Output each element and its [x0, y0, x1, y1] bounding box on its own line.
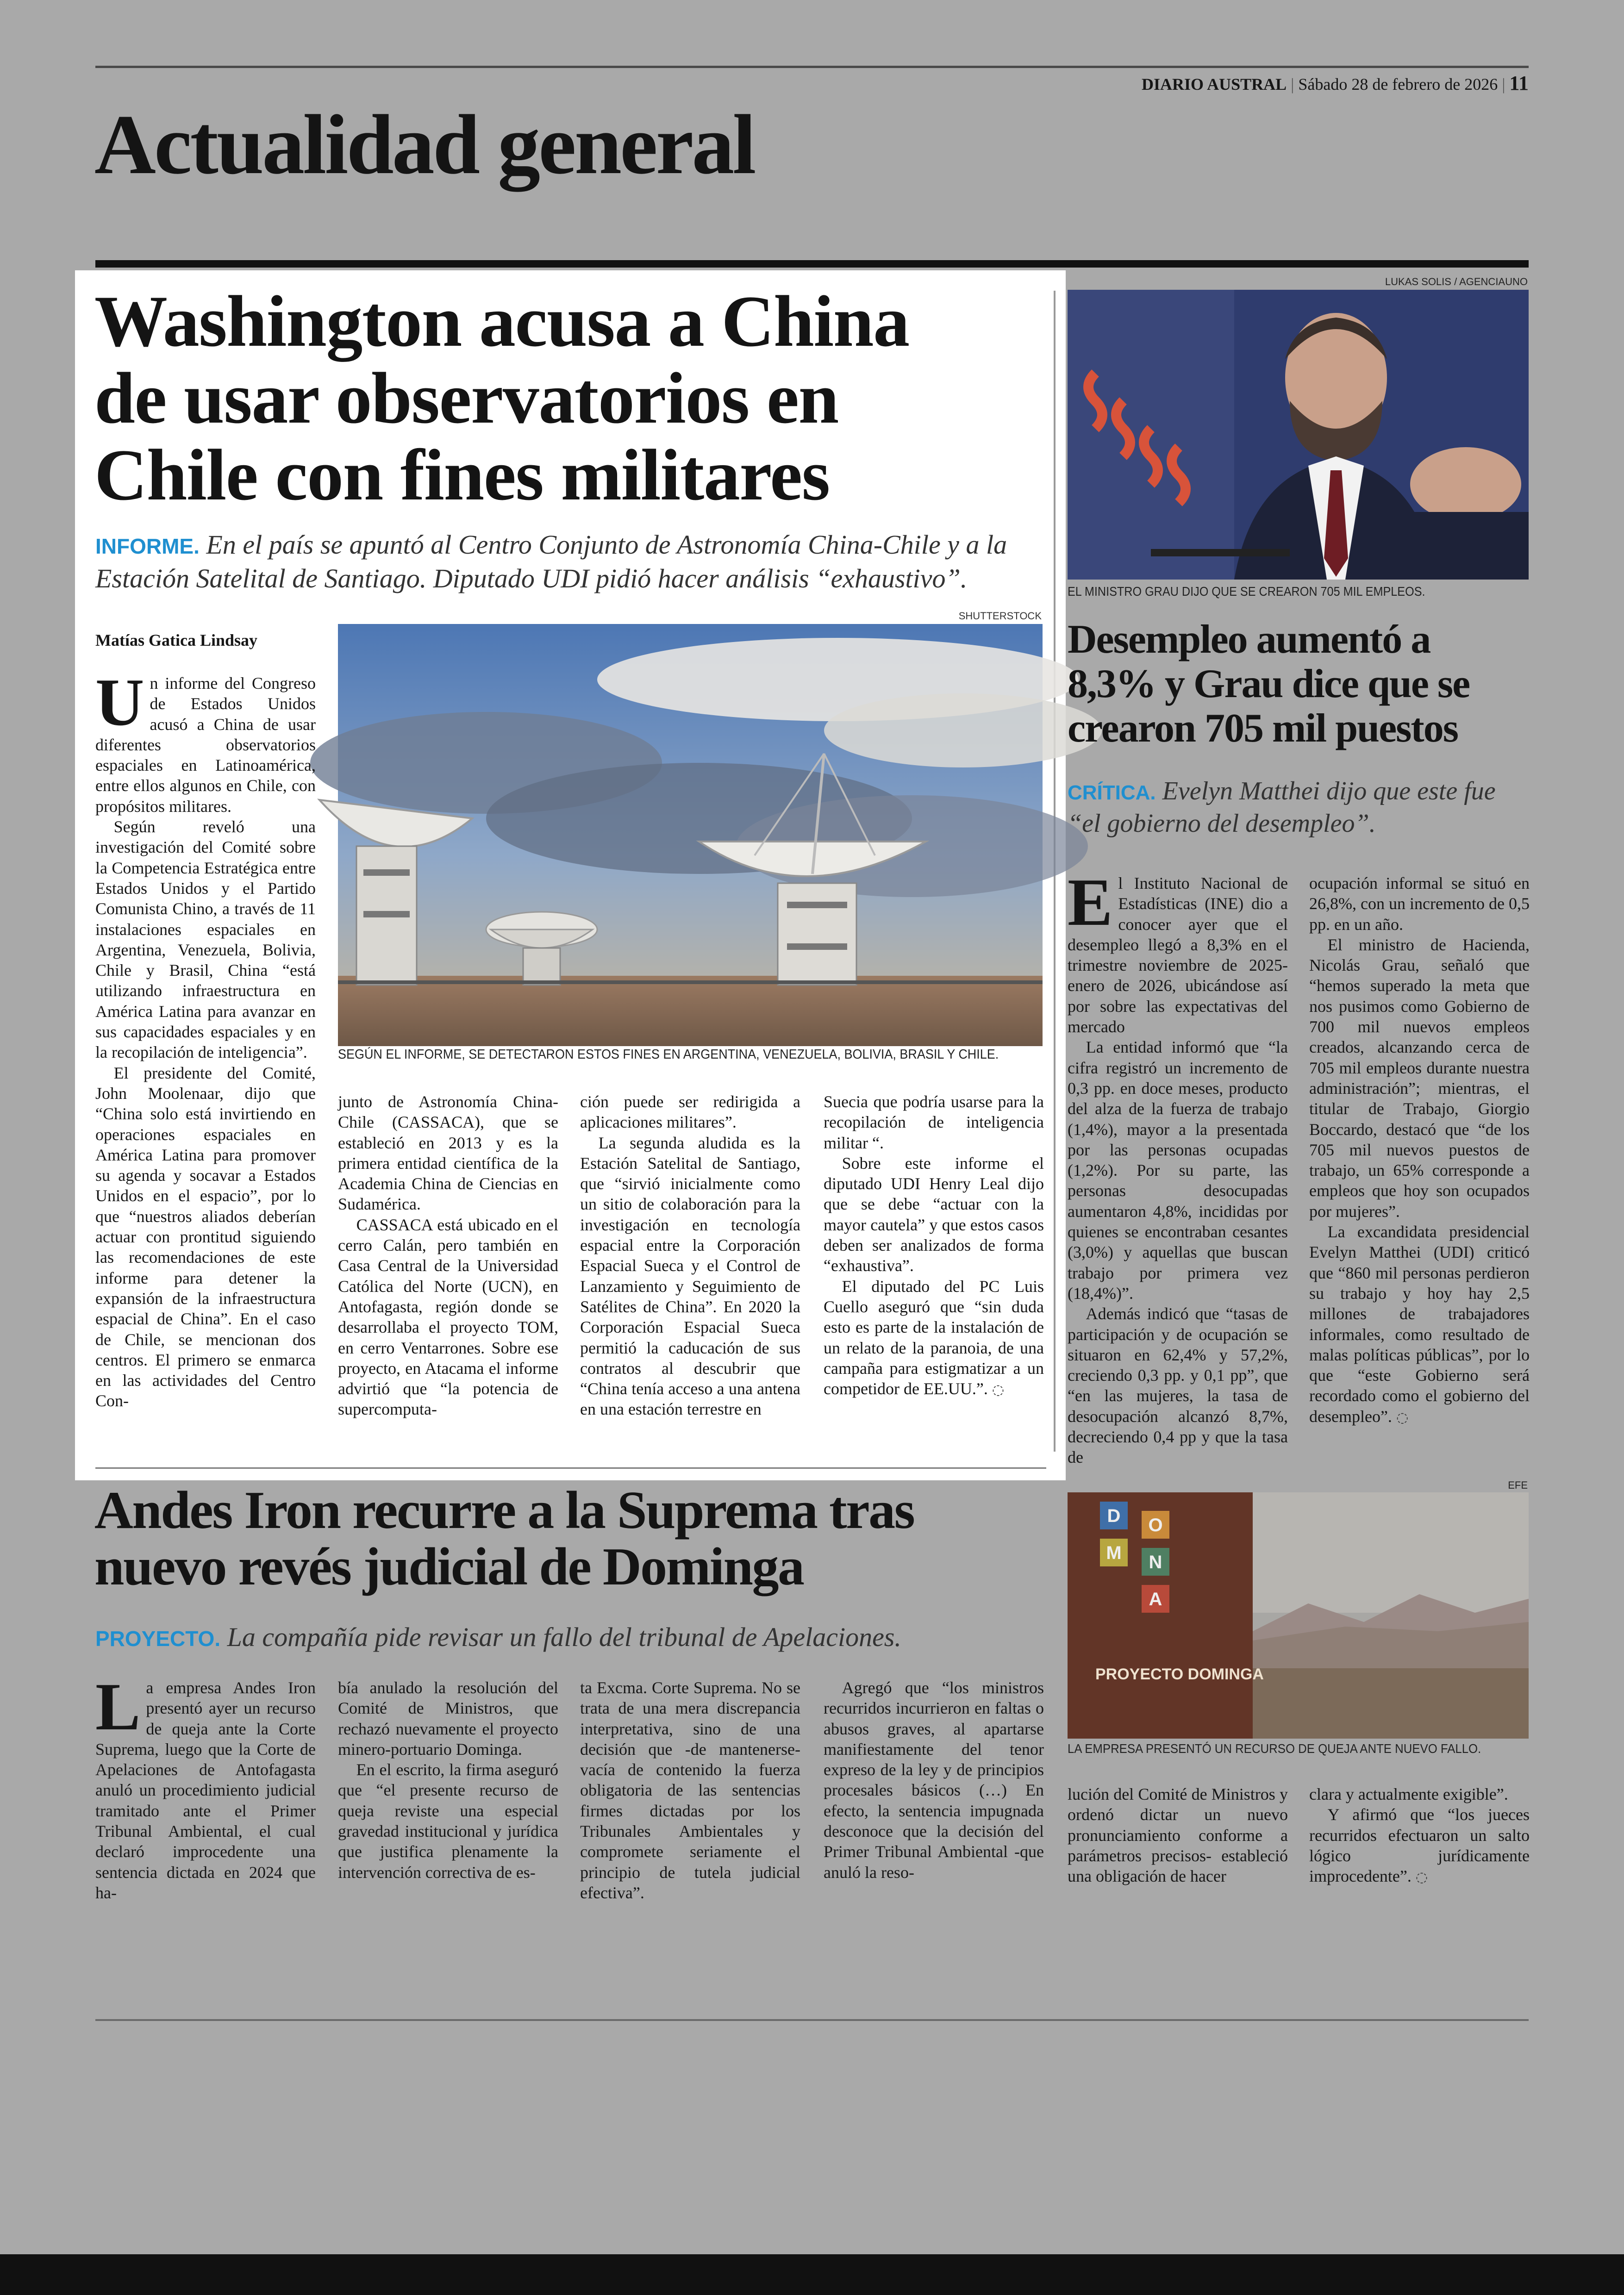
- side-dropcap: E: [1068, 865, 1113, 940]
- lead-paragraph: CASSACA está ubicado en el cerro Calán, pero también en Casa Central de la Universidad Católica del Norte (UCN), en Antofagasta, región donde se desarrollaba el proyecto TOM, en cerro Ventarrones. Sobre ese proyecto, en Atacama el informe advirtió que “la potencia de supercomputa-: [338, 1215, 558, 1419]
- bottom-paragraph: clara y actualmente exigible”.: [1309, 1785, 1508, 1803]
- bottom-paragraph: lución del Comité de Ministros y ordenó dictar un nuevo pronunciamiento conforme a parámetros precisos- estableció una obligación de hacer: [1068, 1785, 1288, 1886]
- dominga-illustration: [1068, 1492, 1529, 1739]
- lead-paragraph: ción puede ser redirigida a aplicaciones militares”.: [580, 1092, 800, 1132]
- lead-headline: [94, 283, 1048, 514]
- bottom-photo-caption: LA EMPRESA PRESENTÓ UN RECURSO DE QUEJA ANTE NUEVO FALLO.: [1068, 1741, 1481, 1756]
- bottom-headline-line: nuevo revés judicial de Dominga: [94, 1537, 804, 1597]
- end-mark-icon: ◌: [1415, 1869, 1428, 1886]
- byline: Matías Gatica Lindsay: [95, 631, 258, 649]
- lead-paragraph: Suecia que podría usarse para la recopilación de inteligencia militar “.: [824, 1092, 1044, 1152]
- bottom-photo-credit: EFE: [1508, 1479, 1528, 1491]
- bottom-paragraph: Y afirmó que “los jueces recurridos efectuaron un salto lógico jurídicamente improcedente”. ◌: [1309, 1805, 1530, 1886]
- bottom-photo-dominga: [1068, 1492, 1529, 1739]
- side-paragraph: Además indicó que “tasas de participación y de ocupación se situaron en 62,4% y 57,2%, creciendo 0,3 pp. y 0,1 pp”, que “en las mujeres, la tasa de desocupación alcanzó 8,7%, decreciendo 0,4 pp y que la tasa de: [1068, 1304, 1288, 1467]
- svg-text:D: D: [1107, 1506, 1121, 1526]
- bottom-photo-caption-wrap: [1068, 1741, 1529, 1756]
- lead-column-2: [338, 1091, 558, 1457]
- lead-paragraph: Sobre este informe el diputado UDI Henry Leal dijo que se debe “actuar con la mayor cautela” y que estos casos deben ser analizados de forma “exhaustiva”.: [824, 1154, 1044, 1275]
- viewer-bottom-bar: [0, 2254, 1624, 2295]
- lead-paragraph: El diputado del PC Luis Cuello aseguró que “sin duda esto es parte de la instalación de un relato de la paranoia, de una campaña para estigmatizar a un competidor de EE.UU.”. ◌: [824, 1277, 1044, 1398]
- minister-illustration: [1068, 290, 1529, 580]
- lead-column-4: [824, 1091, 1044, 1457]
- lead-photo-credit: SHUTTERSTOCK: [958, 610, 1042, 622]
- lead-deck: [95, 529, 1049, 595]
- observatory-illustration: [338, 624, 1043, 1046]
- side-paragraph: La entidad informó que “la cifra registró un incremento de 0,3 pp. en doce meses, producto del alza de la fuerza de trabajo (1,4%), mayor a la presentada por las personas ocupadas (1,2%). Por su parte, las personas desocupadas aumentaron 4,8%, incididas por quienes se encontraban cesantes (3,0%) y aquellas que buscan trabajo por primera vez (18,4%)”.: [1068, 1038, 1288, 1303]
- bottom-column-1: [95, 1669, 316, 1904]
- side-headline-line: Desempleo aumentó a: [1068, 617, 1430, 662]
- lead-column-3: [580, 1091, 800, 1457]
- lead-paragraph: La segunda aludida es la Estación Satelital de Santiago, que “sirvió inicialmente como un sitio de colaboración para la investigación en tecnología espacial entre la Corporación Espacial Sueca y el Control de Lanzamiento y Seguimiento de Satélites de China”. En 2020 la Corporación Espacial Sueca permitió la caducación de sus contratos al descubrir que “China tenía acceso a una antena en una estación terrestre en: [580, 1133, 800, 1419]
- issue-date: Sábado 28 de febrero de 2026: [1298, 75, 1498, 94]
- bottom-column-2: [338, 1678, 558, 1904]
- end-mark-icon: ◌: [992, 1382, 1005, 1398]
- lead-paragraph: El presidente del Comité, John Moolenaar, dijo que “China solo está invirtiendo en operaciones espaciales en América Latina para promover su agenda y socavar a Estados Unidos en el espacio”, por lo que “nuestros aliados deberían actuar con prontitud siguiendo las recomendaciones de este informe para detener la expansión de la infraestructura espacial de China”. En el caso de Chile, se mencionan dos centros. El primero se enmarca en las actividades del Centro Con-: [95, 1063, 316, 1410]
- side-column-1: [1068, 865, 1288, 1467]
- lead-paragraph: junto de Astronomía China-Chile (CASSACA), que se estableció en 2013 y es la primera entidad científica de la Academia China de Ciencias en Sudamérica.: [338, 1092, 558, 1214]
- lead-column-1: [95, 665, 316, 1460]
- side-headline-line: crearon 705 mil puestos: [1068, 706, 1458, 751]
- bottom-paragraph: En el escrito, la firma aseguró que “el presente recurso de queja reviste una especial gravedad institucional y jurídica que justifica plenamente la intervención correctiva de es-: [338, 1760, 558, 1882]
- end-mark-icon: ◌: [1396, 1409, 1409, 1426]
- side-deck-text: Evelyn Matthei dijo que este fue “el gobierno del desempleo”.: [1068, 777, 1496, 838]
- side-paragraph: La excandidata presidencial Evelyn Matthei (UDI) criticó que “860 mil personas perdieron su trabajo y hoy hay 2,5 millones de trabajadores informales, como resultado de malas políticas públicas”, por lo que “este Gobierno será recordado como el gobierno del desempleo”. ◌: [1309, 1222, 1530, 1426]
- dominga-sign-text: PROYECTO DOMINGA: [1095, 1665, 1264, 1683]
- bottom-paragraph: a empresa Andes Iron presentó ayer un recurso de queja ante la Corte Suprema, luego que la Corte de Apelaciones de Antofagasta anuló un procedimiento judicial tramitado ante el Primer Tribunal Ambiental, el cual declaró improcedente una sentencia dictada en 2024 que ha-: [95, 1678, 316, 1902]
- bottom-dropcap: L: [95, 1669, 141, 1744]
- side-photo-minister: [1068, 290, 1529, 580]
- svg-text:N: N: [1149, 1552, 1162, 1572]
- page-number: 11: [1509, 72, 1529, 94]
- side-paragraph: l Instituto Nacional de Estadísticas (INE) dio a conocer ayer que el desempleo llegó a 8,3% en el trimestre noviembre de 2025-enero de 2026, ubicándose así por sobre las expectativas del mercado: [1068, 874, 1288, 1036]
- bottom-column-6: [1309, 1784, 1530, 1909]
- svg-text:A: A: [1149, 1589, 1162, 1609]
- lead-photo-caption-wrap: [338, 1047, 1043, 1062]
- svg-text:M: M: [1106, 1543, 1122, 1563]
- lead-bottom-rule: [95, 1467, 1046, 1469]
- page-bottom-rule: [95, 2019, 1529, 2021]
- section-title: Actualidad general: [94, 97, 755, 192]
- side-paragraph: El ministro de Hacienda, Nicolás Grau, señaló que “hemos superado la meta que nos pusimos como Gobierno de 700 mil nuevos empleos creados, alcanzando cerca de 705 mil empleos durante nuestra administración”; mientras, el titular de Trabajo, Giorgio Boccardo, destacó que “de los 705 mil nuevos puestos de trabajo, un 65% corresponde a empleos que hoy son ocupados por mujeres”.: [1309, 935, 1530, 1221]
- folio: DIARIO AUSTRAL | Sábado 28 de febrero de 2026 | 11: [1142, 72, 1529, 94]
- top-rule: [95, 66, 1529, 68]
- lead-dropcap: U: [95, 665, 144, 740]
- bottom-headline-line: Andes Iron recurre a la Suprema tras: [94, 1481, 914, 1540]
- svg-text:O: O: [1148, 1515, 1163, 1535]
- section-rule: [95, 260, 1529, 268]
- bottom-kicker: PROYECTO.: [95, 1627, 221, 1651]
- lead-paragraph: Según reveló una investigación del Comité sobre la Competencia Estratégica entre Estados Unidos y el Partido Comunista Chino, a través de 11 instalaciones espaciales en Argentina, Venezuela, Bolivia, Chile y Brasil, China “está utilizando infraestructura en América Latina para avanzar en sus capacidades espaciales y en la recopilación de inteligencia”.: [95, 817, 316, 1062]
- bottom-column-3: [580, 1678, 800, 1904]
- lead-kicker: INFORME.: [95, 534, 200, 558]
- bottom-headline: [94, 1482, 1057, 1595]
- lead-deck-text: En el país se apuntó al Centro Conjunto de Astronomía China-Chile y a la Estación Satelital de Santiago. Diputado UDI pidió hacer análisis “exhaustivo”.: [95, 530, 1007, 593]
- bottom-deck: [95, 1621, 1058, 1655]
- bottom-column-4: [824, 1678, 1044, 1904]
- side-headline-line: 8,3% y Grau dice que se: [1068, 661, 1470, 706]
- side-column-2: [1309, 873, 1530, 1457]
- side-kicker: CRÍTICA.: [1068, 781, 1156, 804]
- lead-photo-caption: SEGÚN EL INFORME, SE DETECTARON ESTOS FINES EN ARGENTINA, VENEZUELA, BOLIVIA, BRASIL Y CHILE.: [338, 1047, 999, 1062]
- side-photo-caption-wrap: [1068, 584, 1529, 599]
- lead-photo-observatory: [338, 624, 1043, 1046]
- side-paragraph: ocupación informal se situó en 26,8%, con un incremento de 0,5 pp. en un año.: [1309, 874, 1530, 934]
- lead-paragraph: n informe del Congreso de Estados Unidos acusó a China de usar diferentes observatorios espaciales en Latinoamérica, entre ellos algunos en Chile, con propósitos militares.: [95, 674, 316, 816]
- side-photo-caption: EL MINISTRO GRAU DIJO QUE SE CREARON 705 MIL EMPLEOS.: [1068, 584, 1425, 599]
- lead-headline-line: Chile con fines militares: [94, 435, 830, 516]
- bottom-paragraph: ta Excma. Corte Suprema. No se trata de una mera discrepancia interpretativa, sino de una decisión que -de mantenerse- vacía de contenido la fuerza obligatoria de las sentencias firmes dictadas por los Tribunales Ambientales y compromete seriamente el principio de tutela judicial efectiva”.: [580, 1678, 800, 1902]
- side-deck: [1068, 776, 1529, 839]
- bottom-paragraph: Agregó que “los ministros recurridos incurrieron en faltas o abusos graves, al apartarse manifiestamente del tenor expreso de la ley y de principios procesales básicos (…) En efecto, la sentencia impugnada desconoce que la decisión del Primer Tribunal Ambiental -que anuló la reso-: [824, 1678, 1044, 1882]
- bottom-deck-text: La compañía pide revisar un fallo del tribunal de Apelaciones.: [227, 1622, 901, 1652]
- side-headline: [1068, 617, 1529, 751]
- lead-headline-line: de usar observatorios en: [94, 358, 838, 439]
- bottom-paragraph: bía anulado la resolución del Comité de Ministros, que rechazó nuevamente el proyecto minero-portuario Dominga.: [338, 1678, 558, 1759]
- lead-headline-line: Washington acusa a China: [94, 281, 909, 362]
- bottom-column-5: [1068, 1784, 1288, 1909]
- masthead: DIARIO AUSTRAL: [1142, 75, 1287, 94]
- side-photo-credit: LUKAS SOLIS / AGENCIAUNO: [1385, 276, 1528, 287]
